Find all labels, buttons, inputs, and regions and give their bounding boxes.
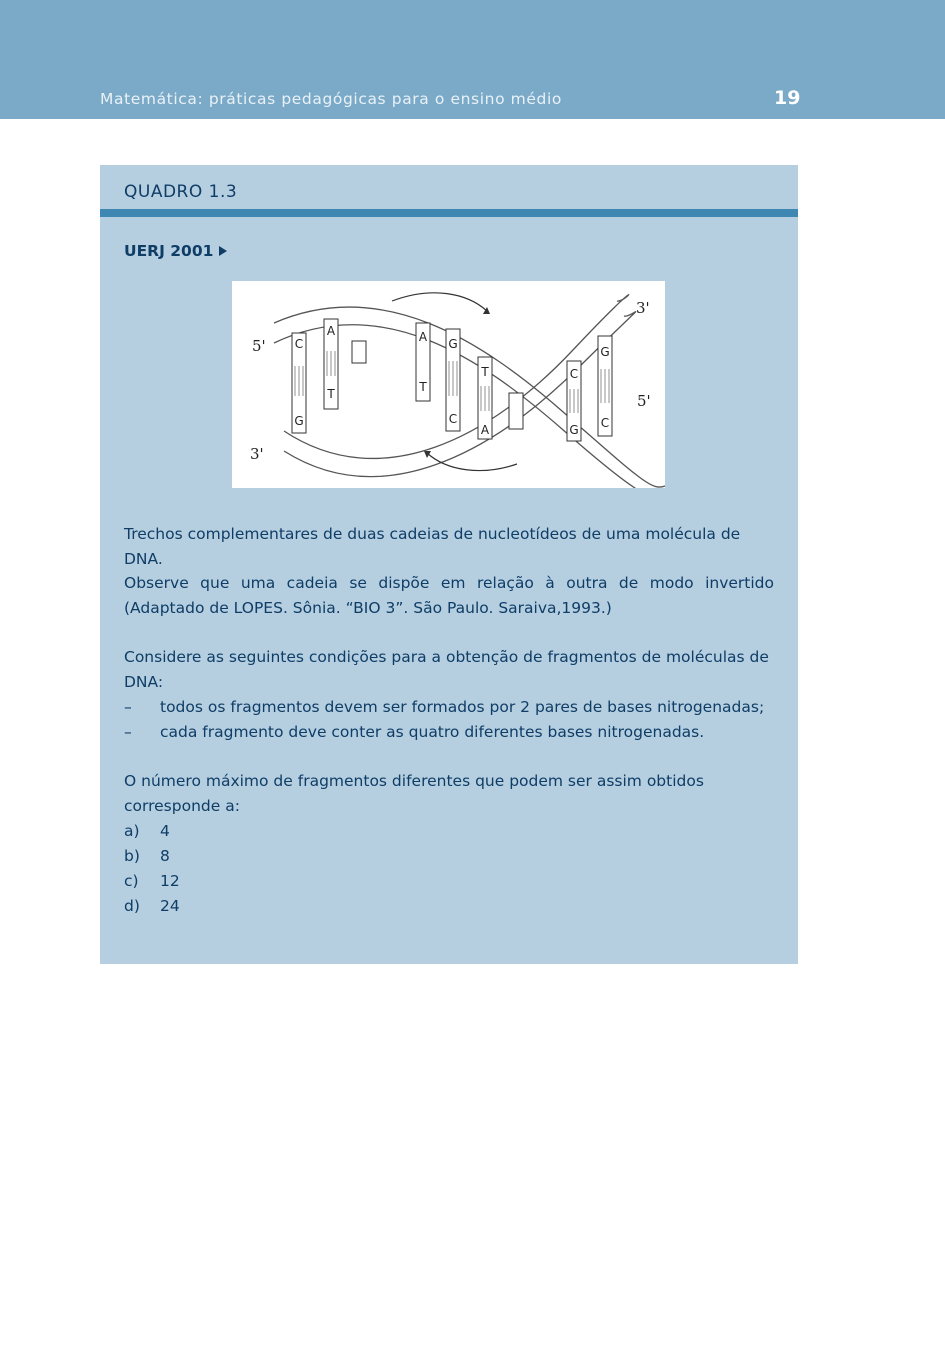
consider-text: Considere as seguintes condições para a obtenção de fragmentos de moléculas de DNA: bbox=[124, 648, 769, 691]
dash-marker: – bbox=[124, 698, 132, 716]
rung-3 bbox=[352, 341, 366, 363]
triangle-right-icon bbox=[219, 246, 227, 256]
quadro-box bbox=[100, 165, 798, 964]
top-curve-arrow bbox=[392, 293, 487, 311]
base-letter: C bbox=[569, 367, 579, 381]
question-text: O número máximo de fragmentos diferentes que podem ser assim obtidos corresponde a: bbox=[124, 772, 704, 815]
page-header bbox=[0, 0, 945, 119]
exam-source bbox=[124, 242, 227, 260]
observe-paragraph bbox=[124, 571, 774, 621]
base-letter: T bbox=[327, 387, 335, 401]
option-value: 12 bbox=[160, 872, 180, 890]
observe-line-1: Observe que uma cadeia se dispõe em relação à outra de modo invertido bbox=[124, 574, 774, 592]
option-label: a) bbox=[124, 822, 140, 840]
question-paragraph bbox=[124, 769, 774, 919]
base-letter: A bbox=[480, 423, 490, 437]
base-letter: G bbox=[448, 337, 458, 351]
label-5-prime-bottom: 5' bbox=[637, 392, 651, 410]
base-letter: T bbox=[481, 365, 489, 379]
book-title: Matemática: práticas pedagógicas para o ensino médio bbox=[100, 90, 562, 108]
base-letter: A bbox=[326, 324, 336, 338]
option-label: d) bbox=[124, 897, 140, 915]
base-letter: C bbox=[600, 416, 610, 430]
title-rule bbox=[100, 209, 798, 217]
label-3-prime-top: 3' bbox=[636, 299, 650, 317]
base-letter: A bbox=[418, 330, 428, 344]
exam-source-label: UERJ 2001 bbox=[124, 242, 214, 260]
bottom-arrowhead-icon bbox=[424, 451, 431, 458]
condition-text: cada fragmento deve conter as quatro diferentes bases nitrogenadas. bbox=[160, 723, 705, 741]
base-letter: G bbox=[600, 345, 610, 359]
answer-option bbox=[124, 819, 774, 844]
observe-line-2: (Adaptado de LOPES. Sônia. “BIO 3”. São Paulo. Saraiva,1993.) bbox=[124, 599, 612, 617]
base-letter: G bbox=[569, 423, 579, 437]
answer-option bbox=[124, 844, 774, 869]
base-letter: T bbox=[419, 380, 427, 394]
list-item bbox=[124, 720, 774, 745]
label-5-prime-top: 5' bbox=[252, 337, 266, 355]
condition-text: todos os fragmentos devem ser formados por 2 pares de bases nitrogenadas; bbox=[160, 698, 765, 716]
base-letter: C bbox=[448, 412, 458, 426]
conditions-paragraph bbox=[124, 645, 774, 745]
page-number: 19 bbox=[774, 87, 801, 109]
option-label: b) bbox=[124, 847, 140, 865]
option-value: 8 bbox=[160, 847, 170, 865]
answer-option bbox=[124, 869, 774, 894]
figure-caption: Trechos complementares de duas cadeias de nucleotídeos de uma molécula de DNA. bbox=[124, 525, 741, 568]
quadro-title: QUADRO 1.3 bbox=[124, 182, 238, 202]
label-3-prime-bottom: 3' bbox=[250, 445, 264, 463]
option-label: c) bbox=[124, 872, 139, 890]
base-letter: G bbox=[294, 414, 304, 428]
option-value: 4 bbox=[160, 822, 170, 840]
base-letter: C bbox=[294, 337, 304, 351]
rung-7 bbox=[509, 393, 523, 429]
dna-helix-illustration bbox=[232, 281, 665, 488]
option-value: 24 bbox=[160, 897, 180, 915]
dash-marker: – bbox=[124, 723, 132, 741]
dna-figure bbox=[232, 281, 665, 488]
bottom-curve-arrow bbox=[427, 453, 517, 471]
list-item bbox=[124, 695, 774, 720]
answer-option bbox=[124, 894, 774, 919]
